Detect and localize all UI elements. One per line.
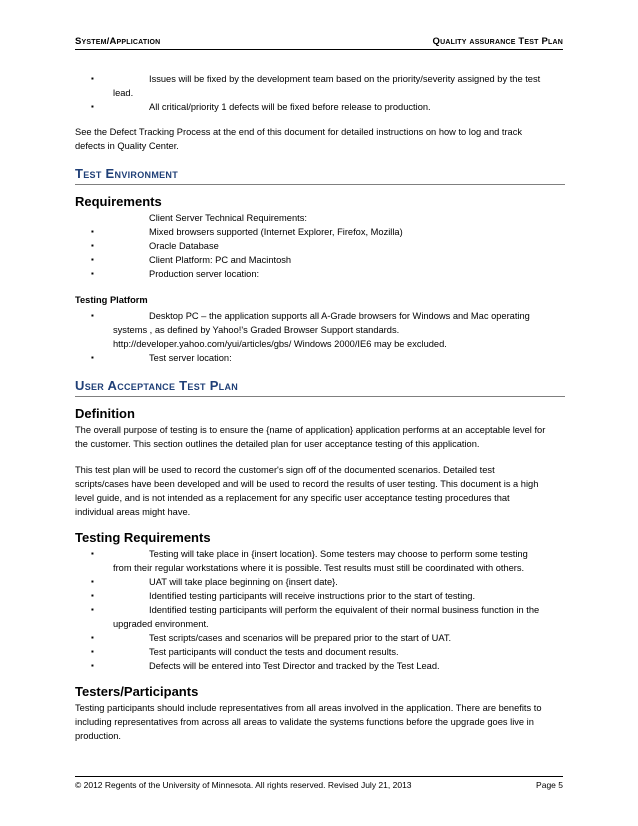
heading-definition: Definition (75, 406, 135, 421)
list-item-text: Issues will be fixed by the development team based on the priority/severity assigned by the test (149, 74, 541, 84)
section-title-uat: User Acceptance Test Plan (75, 379, 565, 397)
list-item (75, 72, 565, 100)
list-item: ▪ Test server location: (75, 351, 565, 365)
paragraph: See the Defect Tracking Process at the end of this document for detailed instructions on how to log and track defects in Quality Center. (75, 127, 523, 151)
list-item: ▪ Desktop PC – the application supports all A-Grade browsers for Windows and Mac operating systems , as defined by Yahoo!'s Graded Browser Support standards. http://developer.yahoo.com/yui/articles/gbs/ Windows 2000/IE6 may be excluded. (75, 309, 565, 351)
paragraph: The overall purpose of testing is to ensure the {name of application} application performs at an acceptable level for the customer. This section outlines the detailed plan for user acceptance testing of this application. (75, 425, 546, 449)
section-title-test-environment: Test Environment (75, 167, 565, 185)
heading-testers-participants: Testers/Participants (75, 684, 199, 699)
page-footer (75, 776, 563, 790)
paragraph: This test plan will be used to record the customer's sign off of the documented scenarios. Detailed test scripts/cases have been developed and will be used to record the results of user testing. This document is a high level guide, and is not intended as a replacement for any specific user acceptance testing procedures that individual areas might have. (75, 465, 539, 517)
list-item-continuation: lead. (113, 88, 134, 98)
list-item: ▪ UAT will take place beginning on {insert date}. (75, 575, 565, 589)
list-item-text: All critical/priority 1 defects will be fixed before release to production. (149, 102, 431, 112)
list-item: ▪ Identified testing participants will receive instructions prior to the start of testing. (75, 589, 565, 603)
list-item: ▪ Test scripts/cases and scenarios will be prepared prior to the start of UAT. (75, 631, 565, 645)
list-item: ▪ Oracle Database (75, 239, 565, 253)
heading-requirements: Requirements (75, 194, 162, 209)
list-item: ▪ Defects will be entered into Test Director and tracked by the Test Lead. (75, 659, 565, 673)
list-item (75, 100, 565, 114)
heading-testing-platform: Testing Platform (75, 295, 148, 305)
heading-testing-requirements: Testing Requirements (75, 530, 211, 545)
list-item: ▪ Testing will take place in {insert location}. Some testers may choose to perform some testing from their regular workstations where it is possible. Test results must still be coordinated with others. (75, 547, 565, 575)
list-item: ▪ Mixed browsers supported (Internet Explorer, Firefox, Mozilla) (75, 225, 565, 239)
header-left: System/Application (75, 36, 161, 47)
list-item: ▪ Production server location: (75, 267, 565, 281)
list-item: ▪ Test participants will conduct the tests and document results. (75, 645, 565, 659)
header-right: Quality assurance Test Plan (432, 36, 563, 47)
footer-copyright: © 2012 Regents of the University of Minnesota. All rights reserved. Revised July 21, 2013 (75, 780, 412, 790)
page-number: Page 5 (536, 780, 563, 790)
page-content (75, 72, 565, 743)
page-header (75, 36, 563, 50)
requirements-intro: Client Server Technical Requirements: (149, 213, 307, 223)
paragraph: Testing participants should include representatives from all areas involved in the application. There are benefits to including representatives from across all areas to validate the systems functions before the upgrade goes live in production. (75, 703, 542, 741)
list-item: ▪ Client Platform: PC and Macintosh (75, 253, 565, 267)
list-item: ▪ Identified testing participants will perform the equivalent of their normal business function in the upgraded environment. (75, 603, 565, 631)
